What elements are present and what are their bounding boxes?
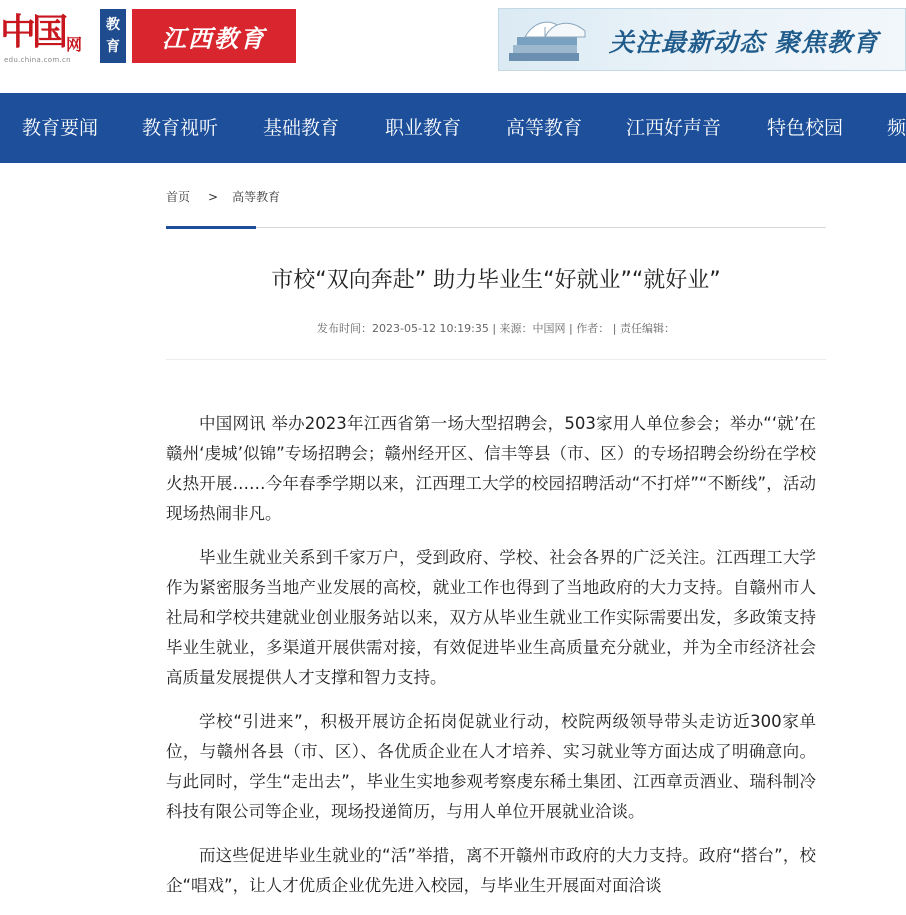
site-header (0, 0, 906, 93)
main-nav (0, 93, 906, 163)
logo-edu-char-2: 育 (106, 39, 120, 55)
logo-url-text: edu.china.com.cn (4, 56, 71, 64)
breadcrumb-home-link[interactable]: 首页 (166, 190, 191, 204)
logo-edu-char-1: 教 (106, 17, 120, 33)
logo-net-text: 网 (66, 35, 83, 54)
banner-slogan: 关注最新动态 聚焦教育 (609, 28, 879, 57)
jiangxi-edu-logo[interactable]: 江西教育 (132, 9, 296, 63)
logo-main-text: 中国 (0, 11, 65, 53)
china-net-logo[interactable] (0, 10, 96, 70)
breadcrumb-divider (166, 227, 826, 228)
books-icon (505, 13, 599, 69)
meta-divider (166, 359, 826, 360)
edu-channel-logo[interactable] (100, 9, 126, 63)
article-paragraph: 而这些促进毕业生就业的“活”举措，离不开赣州市政府的大力支持。政府“搭台”，校企“唱戏”，让人才优质企业优先进入校园，与毕业生开展面对面洽谈 (166, 846, 816, 895)
nav-item-jiangxi-voice[interactable]: 江西好声音 (626, 117, 722, 139)
nav-item-higher-education[interactable]: 高等教育 (506, 117, 583, 139)
nav-item-education-video[interactable]: 教育视听 (142, 117, 219, 139)
article-meta: 发布时间：2023-05-12 10:19:35 | 来源：中国网 | 作者： | 责任编辑： (317, 322, 675, 335)
article-paragraph: 毕业生就业关系到千家万户，受到政府、学校、社会各界的广泛关注。江西理工大学作为紧密服务当地产业发展的高校，就业工作也得到了当地政府的大力支持。自赣州市人社局和学校共建就业创业服务站以来，双方从毕业生就业工作实际需要出发，多政策支持毕业生就业，多渠道开展供需对接，有效促进毕业生高质量充分就业，并为全市经济社会高质量发展提供人才支撑和智力支持。 (166, 548, 816, 687)
nav-item-featured-campus[interactable]: 特色校园 (767, 117, 844, 139)
article-body (166, 409, 816, 915)
nav-item-channel-partial[interactable]: 频 (887, 117, 906, 139)
header-banner (498, 8, 906, 71)
breadcrumb (166, 188, 280, 205)
article-title: 市校“双向奔赴” 助力毕业生“好就业”“就好业” (271, 268, 721, 293)
breadcrumb-current-link[interactable]: 高等教育 (232, 190, 281, 204)
nav-item-education-news[interactable]: 教育要闻 (22, 117, 99, 139)
nav-item-basic-education[interactable]: 基础教育 (263, 117, 340, 139)
article-paragraph: 学校“引进来”，积极开展访企拓岗促就业行动，校院两级领导带头走访近300家单位，与赣州各县（市、区）、各优质企业在人才培养、实习就业等方面达成了明确意向。与此同时，学生“走出去”，毕业生实地参观考察虔东稀土集团、江西章贡酒业、瑞科制冷科技有限公司等企业，现场投递简历，与用人单位开展就业洽谈。 (166, 712, 816, 821)
breadcrumb-separator: > (208, 190, 219, 204)
breadcrumb-divider-accent (166, 226, 256, 229)
article-paragraph: 中国网讯 举办2023年江西省第一场大型招聘会，503家用人单位参会；举办“‘就’在赣州‘虔城’似锦”专场招聘会；赣州经开区、信丰等县（市、区）的专场招聘会纷纷在学校火热开展……今年春季学期以来，江西理工大学的校园招聘活动“不打烊”“不断线”，活动现场热闹非凡。 (166, 414, 816, 523)
nav-item-vocational-education[interactable]: 职业教育 (385, 117, 462, 139)
